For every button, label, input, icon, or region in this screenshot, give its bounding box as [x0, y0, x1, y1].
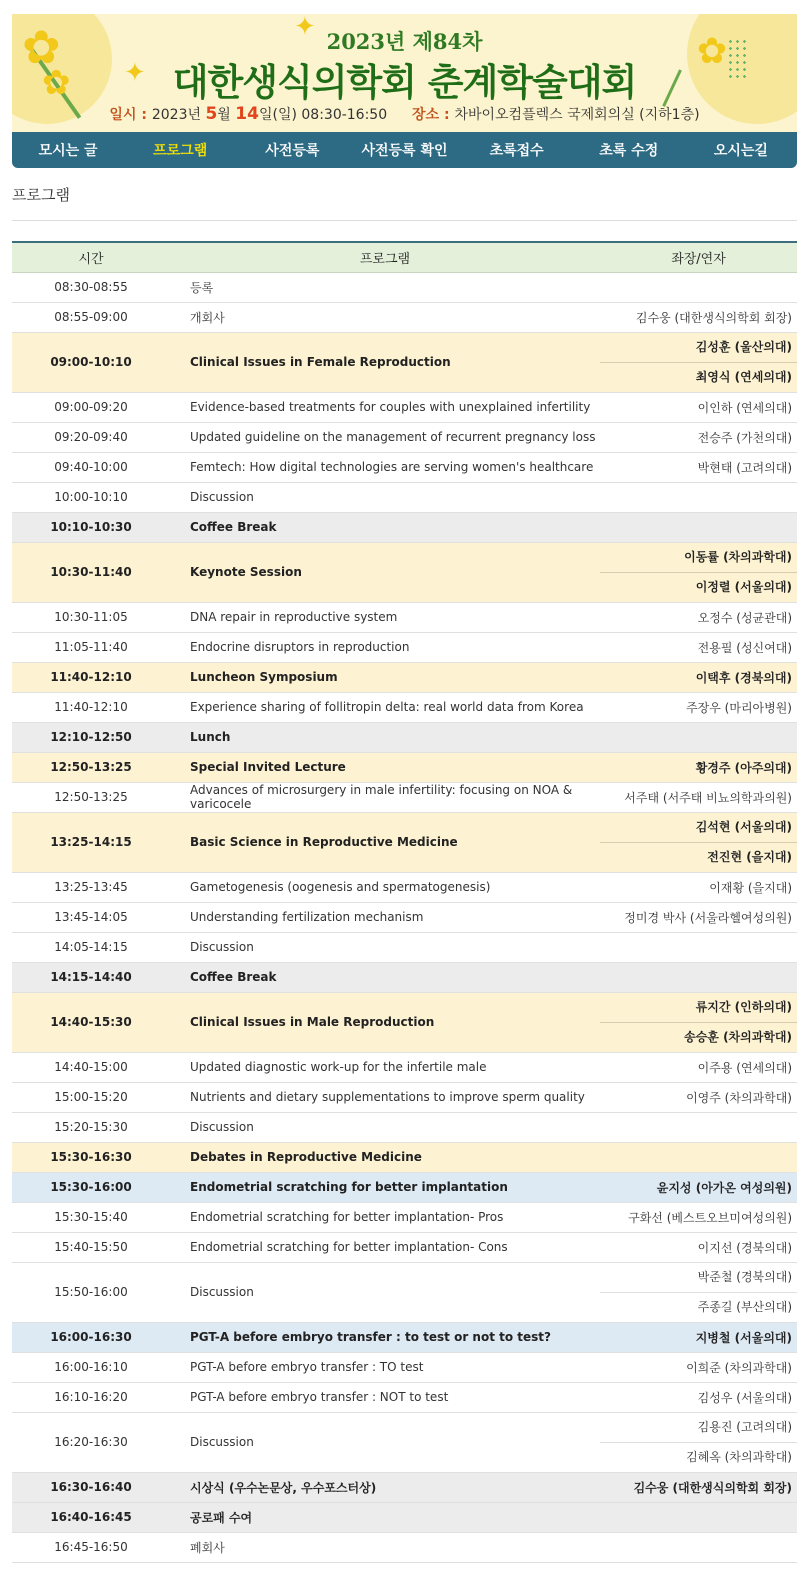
cell-chair	[600, 1202, 797, 1232]
table-row	[12, 1322, 797, 1352]
cell-time: 09:40-10:00	[12, 452, 170, 482]
cell-chair	[600, 272, 797, 302]
forsythia-flower-icon: ✿	[42, 63, 71, 103]
chair-name: 오정수 (성균관대)	[697, 610, 792, 625]
chair-name: 주종길 (부산의대)	[600, 1292, 797, 1321]
cell-chair	[600, 902, 797, 932]
cell-program: Discussion	[170, 1112, 600, 1142]
program-table	[12, 241, 797, 1563]
chair-name: 이동률 (차의과학대)	[684, 550, 792, 564]
cell-time: 12:10-12:50	[12, 722, 170, 752]
chair-name: 김용진 (고려의대)	[697, 1420, 792, 1434]
cell-program: PGT-A before embryo transfer : TO test	[170, 1352, 600, 1382]
cell-program: DNA repair in reproductive system	[170, 602, 600, 632]
chair-name: 박준철 (경북의대)	[697, 1270, 792, 1284]
cell-time: 16:45-16:50	[12, 1532, 170, 1562]
cell-chair	[600, 932, 797, 962]
sparkle-icon: ✦	[124, 58, 146, 88]
cell-time: 16:00-16:30	[12, 1322, 170, 1352]
cell-chair	[600, 602, 797, 632]
cell-time: 13:25-14:15	[12, 812, 170, 872]
table-row	[12, 782, 797, 812]
cell-time: 11:40-12:10	[12, 662, 170, 692]
table-row	[12, 1472, 797, 1502]
cell-time: 15:30-16:00	[12, 1172, 170, 1202]
cell-time: 14:40-15:00	[12, 1052, 170, 1082]
cell-chair	[600, 1352, 797, 1382]
table-row	[12, 1352, 797, 1382]
cell-chair	[600, 512, 797, 542]
cell-program: Coffee Break	[170, 962, 600, 992]
cell-chair	[600, 692, 797, 722]
cell-program: Nutrients and dietary supplementations to improve sperm quality	[170, 1082, 600, 1112]
cell-time: 15:50-16:00	[12, 1262, 170, 1322]
chair-name: 지병철 (서울의대)	[695, 1330, 792, 1345]
cell-chair	[600, 452, 797, 482]
cell-chair	[600, 542, 797, 602]
cell-time: 11:05-11:40	[12, 632, 170, 662]
chair-name: 이인하 (연세의대)	[697, 400, 792, 415]
label-colon: :	[136, 107, 152, 123]
event-banner	[12, 14, 797, 132]
table-row	[12, 392, 797, 422]
cell-program: Discussion	[170, 1412, 600, 1472]
forsythia-flower-icon: ✿	[696, 31, 727, 72]
cell-chair	[600, 962, 797, 992]
cell-chair	[600, 812, 797, 872]
main-nav	[12, 132, 797, 168]
nav-item[interactable]: 초록 수정	[599, 143, 659, 159]
nav-item[interactable]: 사전등록 확인	[361, 143, 448, 159]
table-row	[12, 1532, 797, 1562]
nav-item[interactable]: 사전등록	[265, 143, 320, 159]
cell-program: 공로패 수여	[170, 1502, 600, 1532]
cell-chair	[600, 482, 797, 512]
chair-name: 송승훈 (차의과학대)	[600, 1022, 797, 1051]
cell-time: 15:40-15:50	[12, 1232, 170, 1262]
place-label: 장소	[412, 107, 440, 123]
cell-time: 08:55-09:00	[12, 302, 170, 332]
nav-item[interactable]: 초록접수	[489, 143, 544, 159]
table-row	[12, 302, 797, 332]
chair-name: 이희준 (차의과학대)	[686, 1360, 792, 1375]
cell-time: 15:00-15:20	[12, 1082, 170, 1112]
cell-time: 10:30-11:40	[12, 542, 170, 602]
cell-program: Special Invited Lecture	[170, 752, 600, 782]
cell-chair	[600, 422, 797, 452]
table-header-row	[12, 242, 797, 272]
table-row	[12, 872, 797, 902]
cell-chair	[600, 1142, 797, 1172]
table-row	[12, 632, 797, 662]
table-row	[12, 1262, 797, 1322]
cell-time: 15:20-15:30	[12, 1112, 170, 1142]
table-row	[12, 1412, 797, 1472]
cell-program: 폐회사	[170, 1532, 600, 1562]
cell-time: 12:50-13:25	[12, 752, 170, 782]
title-divider	[12, 220, 797, 221]
program-table-body	[12, 272, 797, 1562]
cell-chair	[600, 1472, 797, 1502]
table-row	[12, 1382, 797, 1412]
cell-time: 14:15-14:40	[12, 962, 170, 992]
chair-name: 정미경 박사 (서울라헬여성의원)	[624, 910, 792, 925]
cell-time: 14:05-14:15	[12, 932, 170, 962]
header-time: 시간	[12, 242, 170, 272]
cell-time: 16:00-16:10	[12, 1352, 170, 1382]
cell-program: Debates in Reproductive Medicine	[170, 1142, 600, 1172]
cell-program: PGT-A before embryo transfer : to test or not to test?	[170, 1322, 600, 1352]
table-row	[12, 1172, 797, 1202]
cell-time: 09:00-09:20	[12, 392, 170, 422]
label-colon: :	[439, 107, 455, 123]
date-day: 14	[235, 104, 259, 124]
table-row	[12, 512, 797, 542]
cell-chair	[600, 1172, 797, 1202]
cell-program: Clinical Issues in Female Reproduction	[170, 332, 600, 392]
cell-time: 12:50-13:25	[12, 782, 170, 812]
chair-name: 김성우 (서울의대)	[697, 1390, 792, 1405]
date-year: 2023년	[151, 107, 206, 123]
table-row	[12, 902, 797, 932]
page-title: 프로그램	[12, 186, 70, 204]
table-row	[12, 1232, 797, 1262]
cell-chair	[600, 752, 797, 782]
cell-time: 09:00-10:10	[12, 332, 170, 392]
chair-name: 이지선 (경북의대)	[697, 1240, 792, 1255]
table-row	[12, 422, 797, 452]
cell-time: 16:10-16:20	[12, 1382, 170, 1412]
cell-chair	[600, 632, 797, 662]
cell-time: 16:40-16:45	[12, 1502, 170, 1532]
cell-program: Gametogenesis (oogenesis and spermatogenesis)	[170, 872, 600, 902]
chair-name: 이정렬 (서울의대)	[600, 572, 797, 601]
cell-program: Basic Science in Reproductive Medicine	[170, 812, 600, 872]
cell-program: PGT-A before embryo transfer : NOT to test	[170, 1382, 600, 1412]
cell-time: 14:40-15:30	[12, 992, 170, 1052]
cell-chair	[600, 1052, 797, 1082]
cell-program: Clinical Issues in Male Reproduction	[170, 992, 600, 1052]
table-row	[12, 752, 797, 782]
cell-chair	[600, 1382, 797, 1412]
table-row	[12, 272, 797, 302]
banner-title: 대한생식의학회 춘계학술대회	[172, 61, 637, 104]
chair-name: 김수웅 (대한생식의학회 회장)	[633, 1480, 792, 1495]
chair-name: 서주태 (서주태 비뇨의학과의원)	[624, 790, 792, 805]
cell-program: Discussion	[170, 1262, 600, 1322]
banner-subtitle: 2023년 제84차	[326, 29, 483, 54]
cell-program: Keynote Session	[170, 542, 600, 602]
cell-program: 등록	[170, 272, 600, 302]
cell-time: 13:45-14:05	[12, 902, 170, 932]
date-month: 5	[205, 104, 218, 124]
cell-program: Understanding fertilization mechanism	[170, 902, 600, 932]
cell-program: Endocrine disruptors in reproduction	[170, 632, 600, 662]
event-info	[12, 104, 797, 124]
table-row	[12, 1052, 797, 1082]
cell-program: Updated diagnostic work-up for the infertile male	[170, 1052, 600, 1082]
cell-time: 11:40-12:10	[12, 692, 170, 722]
cell-time: 08:30-08:55	[12, 272, 170, 302]
cell-chair	[600, 722, 797, 752]
header-chair: 좌장/연자	[600, 242, 797, 272]
cell-chair	[600, 1112, 797, 1142]
table-row	[12, 692, 797, 722]
table-row	[12, 992, 797, 1052]
cell-program: Coffee Break	[170, 512, 600, 542]
forsythia-flower-icon: ✿	[22, 20, 61, 74]
table-row	[12, 1082, 797, 1112]
chair-name: 박현태 (고려의대)	[697, 460, 792, 475]
cell-chair	[600, 1502, 797, 1532]
sparkle-icon: ✦	[294, 14, 316, 42]
cell-time: 16:30-16:40	[12, 1472, 170, 1502]
cell-program: Advances of microsurgery in male infertility: focusing on NOA & varicocele	[170, 782, 600, 812]
table-row	[12, 722, 797, 752]
cell-program: Evidence-based treatments for couples with unexplained infertility	[170, 392, 600, 422]
cell-chair	[600, 1082, 797, 1112]
cell-program: Updated guideline on the management of recurrent pregnancy loss	[170, 422, 600, 452]
place-value: 차바이오컴플렉스 국제회의실 (지하1층)	[454, 107, 700, 123]
cell-program: Femtech: How digital technologies are serving women's healthcare	[170, 452, 600, 482]
chair-name: 김석현 (서울의대)	[695, 820, 792, 834]
table-row	[12, 1502, 797, 1532]
cell-chair	[600, 662, 797, 692]
cell-program: Lunch	[170, 722, 600, 752]
nav-item[interactable]: 오시는길	[713, 143, 768, 159]
cell-time: 16:20-16:30	[12, 1412, 170, 1472]
header-program: 프로그램	[170, 242, 600, 272]
cell-program: Experience sharing of follitropin delta: real world data from Korea	[170, 692, 600, 722]
chair-name: 이주용 (연세의대)	[697, 1060, 792, 1075]
nav-item[interactable]: 프로그램	[153, 143, 208, 159]
chair-name: 이택후 (경북의대)	[695, 670, 792, 685]
table-row	[12, 452, 797, 482]
cell-time: 13:25-13:45	[12, 872, 170, 902]
table-row	[12, 1112, 797, 1142]
chair-name: 김혜옥 (차의과학대)	[600, 1442, 797, 1471]
cell-chair	[600, 332, 797, 392]
cell-program: Discussion	[170, 932, 600, 962]
chair-name: 이영주 (차의과학대)	[686, 1090, 792, 1105]
cell-chair	[600, 1232, 797, 1262]
cell-chair	[600, 1412, 797, 1472]
table-row	[12, 602, 797, 632]
cell-time: 09:20-09:40	[12, 422, 170, 452]
cell-chair	[600, 392, 797, 422]
cell-program: Discussion	[170, 482, 600, 512]
chair-name: 전용필 (성신여대)	[697, 640, 792, 655]
cell-time: 15:30-15:40	[12, 1202, 170, 1232]
cell-program: 시상식 (우수논문상, 우수포스터상)	[170, 1472, 600, 1502]
table-row	[12, 812, 797, 872]
cell-chair	[600, 1262, 797, 1322]
chair-name: 황경주 (아주의대)	[695, 760, 792, 775]
cell-chair	[600, 302, 797, 332]
cell-chair	[600, 1532, 797, 1562]
cell-program: Endometrial scratching for better implantation- Cons	[170, 1232, 600, 1262]
table-row	[12, 962, 797, 992]
cell-chair	[600, 872, 797, 902]
cell-time: 10:00-10:10	[12, 482, 170, 512]
table-row	[12, 932, 797, 962]
chair-name: 윤지성 (아가온 여성의원)	[656, 1180, 792, 1195]
table-row	[12, 1202, 797, 1232]
cell-program: 개회사	[170, 302, 600, 332]
date-label: 일시	[109, 107, 137, 123]
chair-name: 최영식 (연세의대)	[600, 362, 797, 391]
chair-name: 류지간 (인하의대)	[695, 1000, 792, 1014]
table-row	[12, 332, 797, 392]
table-row	[12, 482, 797, 512]
chair-name: 구화선 (베스트오브미여성의원)	[628, 1210, 792, 1225]
chair-name: 주장우 (마리아병원)	[686, 700, 792, 715]
table-row	[12, 542, 797, 602]
cell-chair	[600, 992, 797, 1052]
cell-time: 10:10-10:30	[12, 512, 170, 542]
table-row	[12, 662, 797, 692]
date-month-suffix: 월	[217, 107, 236, 123]
table-row	[12, 1142, 797, 1172]
cell-time: 15:30-16:30	[12, 1142, 170, 1172]
cell-program: Luncheon Symposium	[170, 662, 600, 692]
date-time: 일(일) 08:30-16:50	[258, 107, 388, 123]
chair-name: 김수웅 (대한생식의학회 회장)	[635, 310, 792, 325]
chair-name: 김성훈 (울산의대)	[695, 340, 792, 354]
cell-time: 10:30-11:05	[12, 602, 170, 632]
cell-chair	[600, 1322, 797, 1352]
cell-chair	[600, 782, 797, 812]
cell-program: Endometrial scratching for better implantation- Pros	[170, 1202, 600, 1232]
chair-name: 전승주 (가천의대)	[697, 430, 792, 445]
nav-item[interactable]: 모시는 글	[38, 143, 98, 159]
chair-name: 전진현 (을지대)	[600, 842, 797, 871]
chair-name: 이재황 (을지대)	[709, 880, 792, 895]
cell-program: Endometrial scratching for better implantation	[170, 1172, 600, 1202]
